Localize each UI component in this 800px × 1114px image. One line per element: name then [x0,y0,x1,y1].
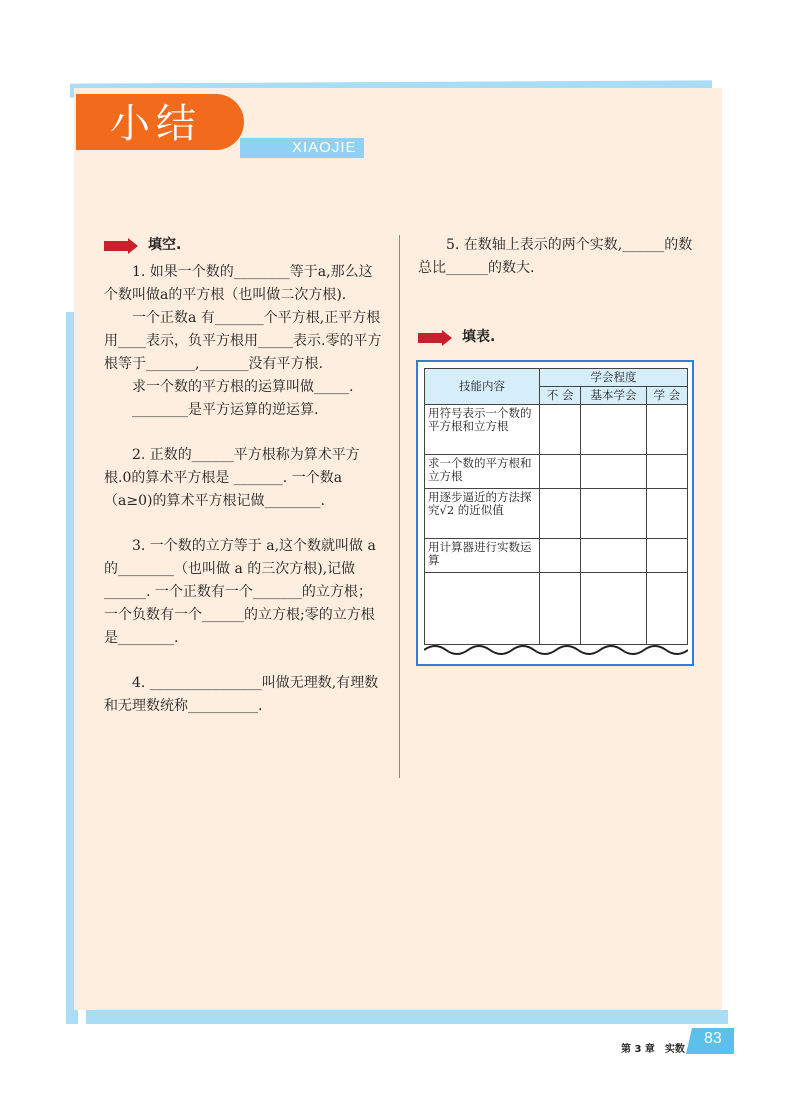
skill-cell: 用符号表示一个数的平方根和立方根 [425,405,540,455]
question-1-positive: 一个正数a 有_______个平方根,正平方根用____表示，负平方根用_____表示.零的平方根等于_______,_______没有平方根. [104,310,382,372]
skill-cell: 用逐步逼近的方法探究√2 的近似值 [425,489,540,539]
question-4: 4. ________________叫做无理数,有理数和无理数统称__________. [104,675,379,714]
section-label-fill: 填空. [148,237,182,253]
question-1-operation: 求一个数的平方根的运算叫做_____. [132,379,354,395]
header-level-no: 不 会 [540,387,581,405]
rating-cell[interactable] [646,573,687,645]
rating-cell[interactable] [581,539,646,573]
table-row [425,489,688,539]
rating-cell[interactable] [581,489,646,539]
chapter-label: 第 3 章 实数 [621,1044,685,1055]
rating-cell[interactable] [540,573,581,645]
question-2: 2. 正数的______平方根称为算术平方根.0的算术平方根是 _______. 一个数a（a≥0)的算术平方根记做________. [104,447,360,509]
rating-cell[interactable] [646,455,687,489]
question-5: 5. 在数轴上表示的两个实数,______的数总比______的数大. [418,237,693,276]
right-column [418,234,698,353]
rating-cell[interactable] [540,539,581,573]
rating-cell[interactable] [540,489,581,539]
background-strip-bottom [86,1010,728,1024]
rating-cell[interactable] [581,405,646,455]
header-level: 学会程度 [540,369,688,387]
header-level-yes: 学 会 [646,387,687,405]
left-column [104,234,382,718]
table-row-empty [425,573,688,645]
skill-cell: 用计算器进行实数运算 [425,539,540,573]
rating-cell[interactable] [540,405,581,455]
skill-cell: 求一个数的平方根和立方根 [425,455,540,489]
rating-cell[interactable] [581,573,646,645]
arrow-icon [104,238,138,254]
header-level-basic: 基本学会 [581,387,646,405]
skill-table [424,368,688,645]
table-row [425,455,688,489]
skill-cell-empty[interactable] [425,573,540,645]
header-skill: 技能内容 [425,369,540,405]
question-1-inverse: ________是平方运算的逆运算. [132,402,319,418]
rating-cell[interactable] [646,539,687,573]
fill-table-heading [418,326,698,349]
section-label-table: 填表. [462,329,496,345]
table-row [425,539,688,573]
rating-cell[interactable] [540,455,581,489]
page-title: 小结 [110,101,202,147]
rating-cell[interactable] [646,489,687,539]
rating-cell[interactable] [581,455,646,489]
page-subtitle: XIAOJIE [292,139,357,156]
table-row [425,405,688,455]
torn-edge-wave [424,640,688,662]
arrow-icon [418,330,452,346]
page-number: 83 [704,1030,722,1047]
question-3: 3. 一个数的立方等于 a,这个数就叫做 a 的________（也叫做 a 的三次方根),记做______. 一个正数有一个_______的立方根；一个负数有一个______的立方根;零的立方根是________. [104,538,376,646]
question-1: 1. 如果一个数的________等于a,那么这个数叫做a的平方根（也叫做二次方根). [104,264,373,303]
column-divider [399,235,400,778]
rating-cell[interactable] [646,405,687,455]
fill-blank-heading [104,234,382,257]
